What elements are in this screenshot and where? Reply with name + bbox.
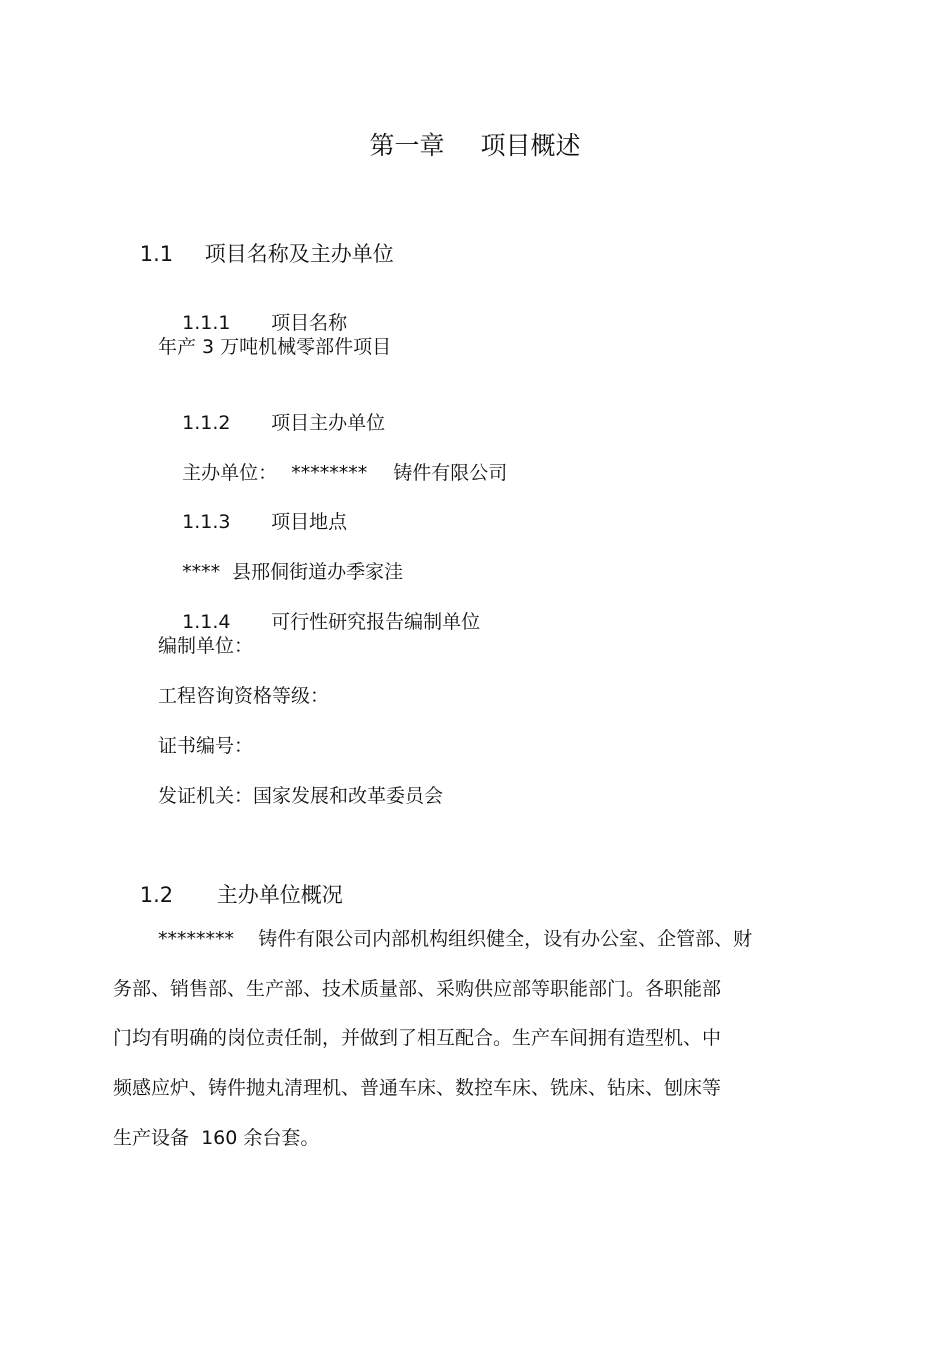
section-number: 1.2	[139, 883, 174, 907]
chapter-name: 项目概述	[480, 131, 581, 160]
chapter-number: 第一章	[369, 131, 445, 160]
subsection-number: 1.1.2	[182, 412, 231, 434]
section-title: 主办单位概况	[216, 883, 343, 907]
sponsor-mask: ********	[291, 462, 368, 484]
chapter-title	[0, 130, 950, 162]
paragraph-line-2: 务部、销售部、生产部、技术质量部、采购供应部等职能部门。各职能部	[113, 978, 722, 1000]
subsection-title: 项目名称	[271, 312, 348, 334]
paragraph-line-1: ******** 铸件有限公司内部机构组织健全，设有办公室、企管部、财	[158, 928, 753, 950]
paragraph-line-5: 生产设备 160 余台套。	[113, 1127, 320, 1149]
section-heading-1-2	[113, 853, 343, 937]
location-mask: ****	[182, 561, 221, 583]
subsection-number: 1.1.3	[182, 511, 231, 533]
paragraph-line-3: 门均有明确的岗位责任制，并做到了相互配合。生产车间拥有造型机、中	[113, 1027, 722, 1049]
subsection-title: 可行性研究报告编制单位	[271, 611, 481, 633]
qualification-grade: 工程咨询资格等级：	[158, 685, 330, 707]
project-name-value: 年产 3 万吨机械零部件项目	[158, 336, 392, 358]
sponsor-name: 铸件有限公司	[393, 462, 508, 484]
paragraph-line-4: 频感应炉、铸件抛丸清理机、普通车床、数控车床、铣床、钻床、刨床等	[113, 1077, 722, 1099]
sponsor-label: 主办单位：	[182, 462, 278, 484]
section-number: 1.1	[139, 242, 174, 266]
subsection-number: 1.1.1	[182, 312, 231, 334]
compiler-unit: 编制单位：	[158, 635, 254, 657]
subsection-title: 项目主办单位	[271, 412, 386, 434]
certificate-number: 证书编号：	[158, 735, 254, 757]
location-value: 县邢侗街道办季家洼	[232, 561, 404, 583]
issuing-authority: 发证机关：国家发展和改革委员会	[158, 785, 444, 807]
subsection-number: 1.1.4	[182, 611, 231, 633]
subsection-title: 项目地点	[271, 511, 348, 533]
section-title: 项目名称及主办单位	[204, 242, 394, 266]
